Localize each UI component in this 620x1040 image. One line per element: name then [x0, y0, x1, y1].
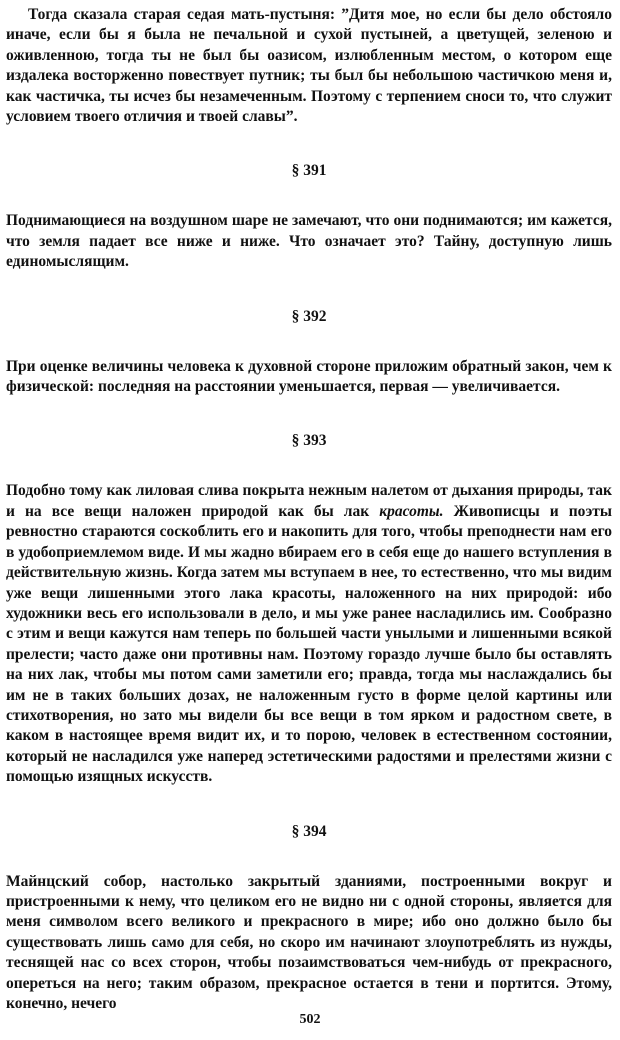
paragraph-393-rest: Живописцы и поэты ревностно стараются соскоблить его и накопить для того, чтобы преподнести нам его в удобоприемлемом виде. И мы жадно вбираем его в себя еще до нашего вступления в действительную жизнь. Когда затем мы вступаем в нее, то естественно, что мы видим уже вещи лишенными этого лака красоты, наложенного на них природой: ибо художники весь его использовали в дело, и мы уже ранее насладились им. Сообразно с этим и вещи кажутся нам теперь по большей части унылыми и лишенными всякой прелести; часто даже они противны нам. Поэтому гораздо лучше было бы оставлять на них лак, чтобы мы потом сами заметили его; правда, тогда мы наслаждались бы им не в таких больших дозах, не наложенным густо в форме целой картины или стихотворения, но зато мы видели бы все вещи в том ярком и радостном свете, в каком в настоящее время видит их, и то порою, человек в естественном состоянии, который не насладился уже наперед эстетическими радостями и прелестями жизни с помощью изящных искусств. — [6, 502, 613, 786]
page-number: 502 — [299, 1012, 321, 1027]
spacer — [6, 127, 612, 161]
paragraph-393 — [6, 481, 612, 787]
paragraph-391: Поднимающиеся на воздушном шаре не замечают, что они поднимаются; им кажется, что земля падает все ниже и ниже. Что означает это? Тайну, доступную лишь единомыслящим. — [6, 212, 612, 271]
paragraph-394: Майнцский собор, настолько закрытый зданиями, построенными вокруг и пристроенными к нему, что целиком его не видно ни с одной стороны, является для меня символом всего великого и прекрасного в мире; ибо оно должно было бы существовать лишь само для себя, но скоро им начинают злоупотреблять из нужды, теснящей нас со всех сторон, чтобы позаимствоваться чем-нибудь от прекрасного, опереться на него; таким образом, прекрасное остается в тени и портится. Этому, конечно, нечего — [6, 872, 612, 1012]
spacer — [6, 181, 612, 211]
paragraph-392: При оценке величины человека к духовной стороне приложим обратный закон, чем к физической: последняя на расстоянии уменьшается, первая — увеличивается. — [6, 357, 612, 396]
section-heading-392: § 392 — [291, 307, 327, 325]
paragraph-393-start: Подобно тому как лиловая слива покрыта нежным налетом от дыхания природы, так и на все вещи наложен природой как бы лак — [6, 482, 612, 520]
section-heading-394: § 394 — [291, 822, 327, 840]
spacer — [6, 788, 612, 822]
spacer — [6, 451, 612, 481]
spacer — [6, 842, 612, 872]
spacer — [6, 327, 612, 357]
section-heading-393: § 393 — [291, 432, 327, 450]
spacer — [6, 397, 612, 431]
section-heading-391: § 391 — [291, 162, 327, 180]
paragraph-393-emphasis: красоты. — [379, 502, 444, 520]
paragraph-intro: Тогда сказала старая седая мать-пустыня: ”Дитя мое, но если бы дело обстояло иначе, если бы я была не печальной и сухой пустыней, а цветущей, зеленою и оживленною, тогда ты не был бы оазисом, излюбленным местом, о котором еще издалека восторженно повествует путник; ты был бы небольшою частичкою меня и, как частичка, ты исчез бы незамеченным. Поэтому с терпением сноси то, что служит условием твоего отличия и твоей славы”. — [6, 6, 612, 126]
spacer — [6, 273, 612, 307]
